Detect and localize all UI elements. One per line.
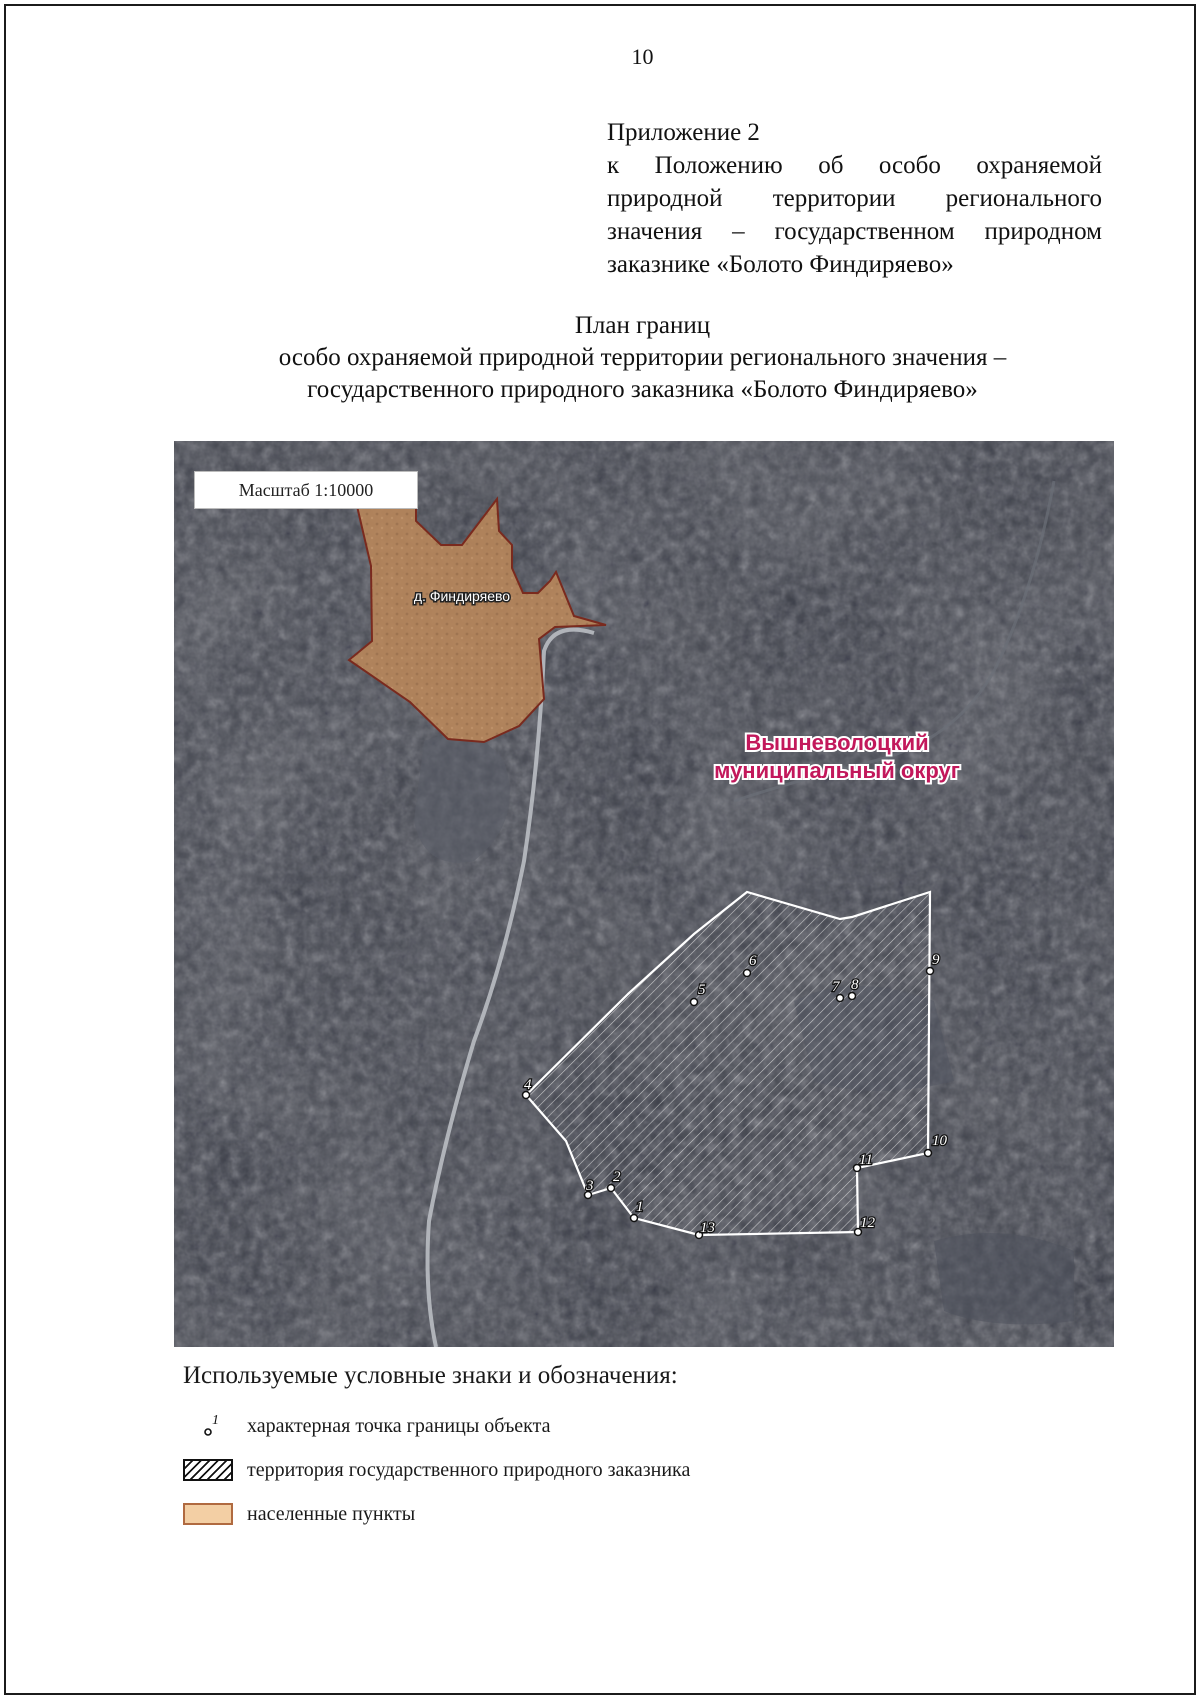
boundary-point-label: 12 xyxy=(860,1215,875,1231)
settlement-label: д. Финдиряево xyxy=(413,588,511,604)
hatched-area-swatch xyxy=(183,1459,233,1481)
boundary-point-label: 8 xyxy=(851,977,859,993)
boundary-point-10[interactable] xyxy=(925,1133,948,1157)
boundary-point-12[interactable] xyxy=(855,1215,876,1236)
boundary-point-label: 9 xyxy=(932,952,940,968)
boundary-point-label: 7 xyxy=(832,979,840,995)
appendix-header xyxy=(607,116,1102,281)
appendix-line: природной территории регионального xyxy=(607,185,1102,212)
boundary-point-2[interactable] xyxy=(608,1169,622,1192)
legend-item-boundary-point xyxy=(183,1412,551,1440)
legend-item-text: населенные пункты xyxy=(247,1502,416,1525)
legend-item-text: характерная точка границы объекта xyxy=(247,1414,551,1437)
map-overlay xyxy=(174,441,1114,1347)
appendix-line: значения – государственном природном xyxy=(607,218,1102,245)
boundary-point-6[interactable] xyxy=(744,953,758,977)
district-label-line-1: Вышневолоцкий xyxy=(745,730,929,755)
boundary-point-3[interactable] xyxy=(585,1178,594,1199)
legend-item-settlement xyxy=(183,1500,415,1528)
boundary-point-label: 3 xyxy=(586,1178,594,1194)
legend-item-reserve xyxy=(183,1456,690,1484)
boundary-point-label: 1 xyxy=(636,1199,644,1215)
boundary-point-5[interactable] xyxy=(691,982,707,1006)
boundary-point-label: 11 xyxy=(859,1152,873,1168)
appendix-line: к Положению об особо охраняемой xyxy=(607,152,1102,179)
boundary-point-label: 5 xyxy=(698,982,706,998)
satellite-map[interactable] xyxy=(174,441,1114,1347)
boundary-point-1[interactable] xyxy=(631,1199,644,1222)
plan-title-line: особо охраняемой природной территории регионального значения – xyxy=(278,344,1007,371)
plan-title-line: План границ xyxy=(574,312,711,339)
boundary-point-label: 10 xyxy=(932,1133,947,1149)
legend-point-marker: 1 xyxy=(212,1413,219,1428)
boundary-point-label: 6 xyxy=(749,953,757,969)
boundary-point-label: 2 xyxy=(613,1169,621,1185)
legend-title: Используемые условные знаки и обозначения: xyxy=(183,1362,678,1389)
boundary-point-label: 13 xyxy=(700,1220,715,1236)
boundary-point-label: 4 xyxy=(524,1077,532,1093)
appendix-line: Приложение 2 xyxy=(607,119,760,146)
scale-label: Масштаб 1:10000 xyxy=(194,471,418,509)
boundary-point-icon xyxy=(183,1412,235,1440)
boundary-point-9[interactable] xyxy=(927,952,941,975)
district-label-line-2: муниципальный округ xyxy=(714,758,960,783)
boundary-point-4[interactable] xyxy=(523,1077,533,1099)
page-number: 10 xyxy=(631,44,654,69)
legend-item-text: территория государственного природного заказника xyxy=(247,1458,691,1481)
boundary-point-11[interactable] xyxy=(854,1152,873,1172)
appendix-line: заказнике «Болото Финдиряево» xyxy=(607,251,954,278)
boundary-point-13[interactable] xyxy=(696,1220,716,1239)
plan-title-line: государственного природного заказника «Болото Финдиряево» xyxy=(307,376,978,403)
boundary-point-7[interactable] xyxy=(832,979,844,1002)
plan-title xyxy=(0,310,1200,406)
settlement-swatch xyxy=(183,1503,233,1525)
boundary-point-8[interactable] xyxy=(849,977,860,1000)
